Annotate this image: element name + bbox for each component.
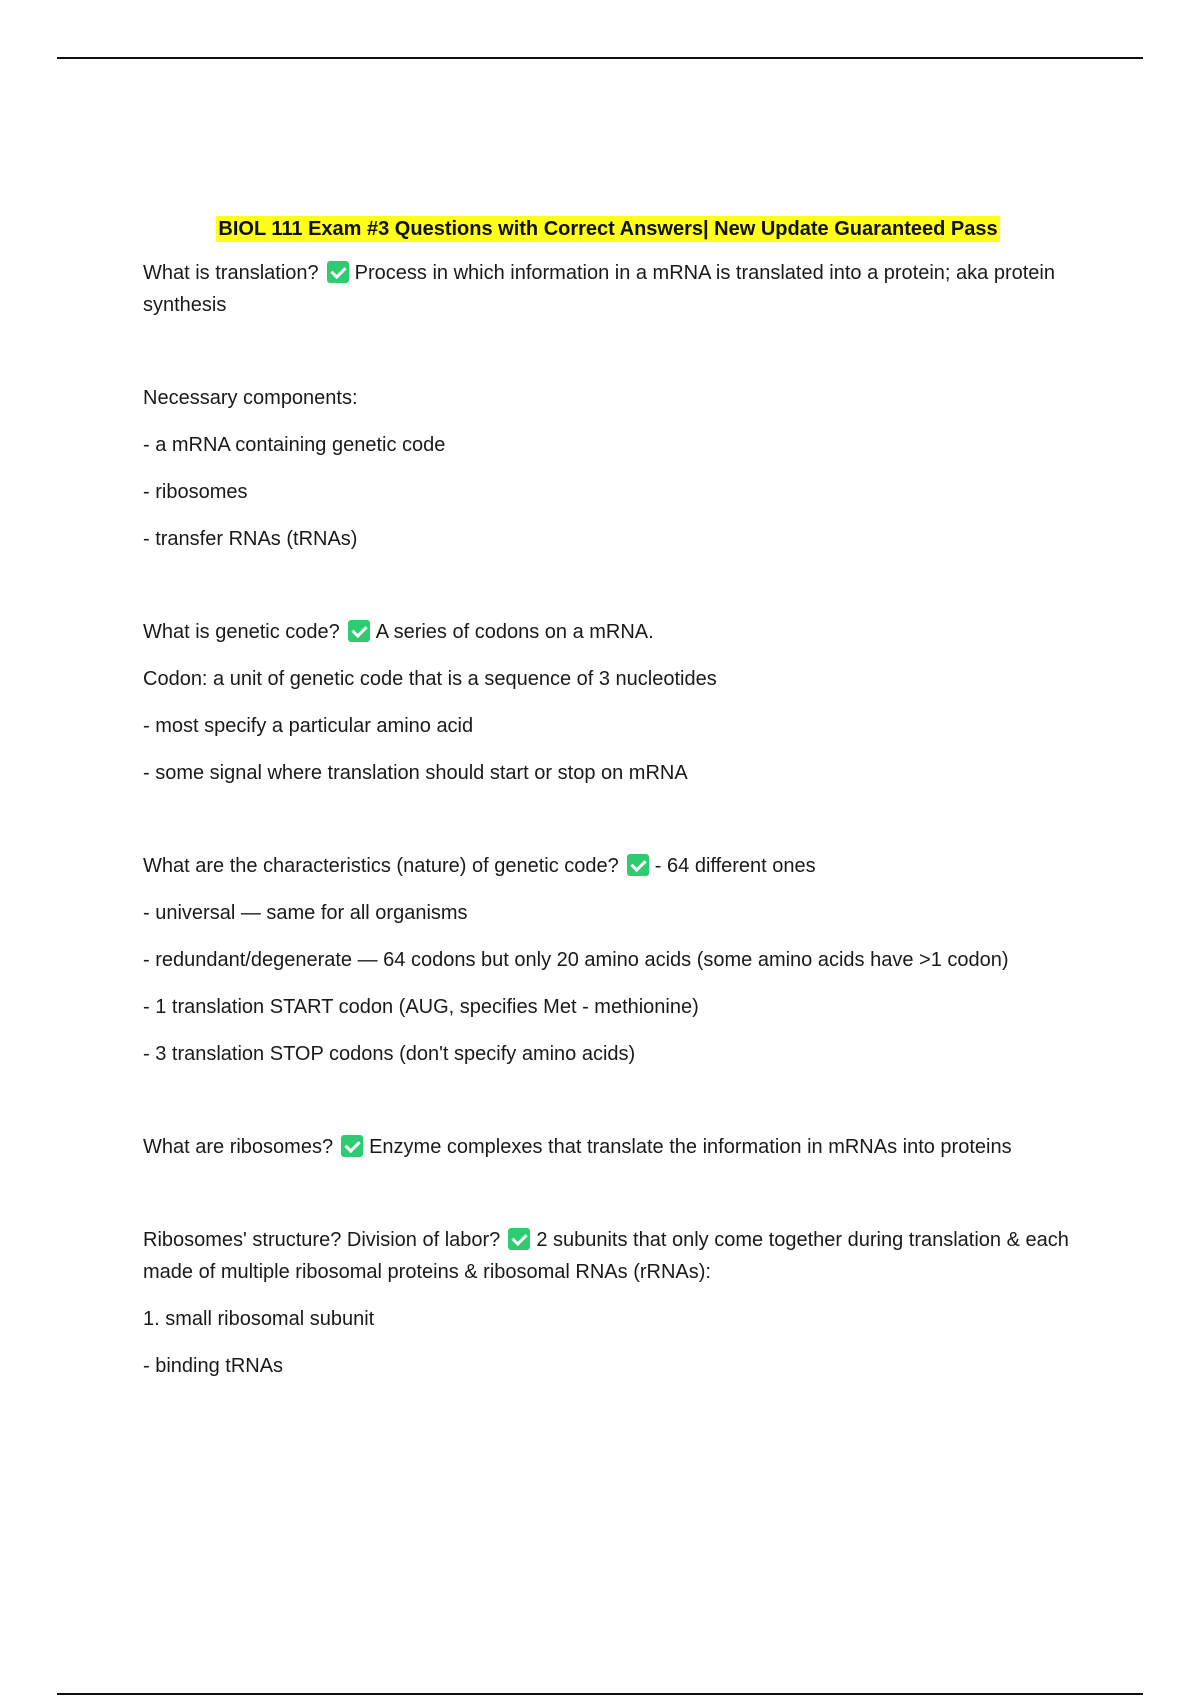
question-text: What is translation? bbox=[143, 262, 319, 284]
spacer bbox=[143, 570, 1073, 616]
detail-line: - redundant/degenerate — 64 codons but only 20 amino acids (some amino acids have >1 codon) bbox=[143, 949, 1009, 971]
question-text: Ribosomes' structure? Division of labor? bbox=[143, 1229, 501, 1251]
answer-text: Process in which information in a mRNA is translated into a protein; aka protein synthesis bbox=[143, 262, 1055, 316]
detail-line: - binding tRNAs bbox=[143, 1355, 284, 1377]
detail-line: - a mRNA containing genetic code bbox=[143, 434, 446, 456]
title-wrap bbox=[143, 213, 1073, 245]
bottom-rule bbox=[57, 1693, 1143, 1695]
document-body bbox=[143, 213, 1073, 1397]
detail-line: Necessary components: bbox=[143, 387, 358, 409]
document-title: BIOL 111 Exam #3 Questions with Correct Answers| New Update Guaranteed Pass bbox=[218, 218, 998, 240]
detail-line: - most specify a particular amino acid bbox=[143, 715, 474, 737]
qa-item bbox=[143, 1224, 1073, 1288]
qa-item bbox=[143, 850, 1073, 882]
spacer bbox=[143, 804, 1073, 850]
spacer bbox=[143, 1085, 1073, 1131]
detail-line: - 1 translation START codon (AUG, specifies Met - methionine) bbox=[143, 996, 699, 1018]
spacer bbox=[143, 1178, 1073, 1224]
answer-text: Enzyme complexes that translate the information in mRNAs into proteins bbox=[369, 1136, 1012, 1158]
qa-item bbox=[143, 1131, 1073, 1163]
answer-text: A series of codons on a mRNA. bbox=[375, 621, 654, 643]
detail-line: - 3 translation STOP codons (don't specify amino acids) bbox=[143, 1043, 636, 1065]
detail-line: Codon: a unit of genetic code that is a sequence of 3 nucleotides bbox=[143, 668, 717, 690]
answer-text: 2 subunits that only come together during translation & each made of multiple ribosomal proteins & ribosomal RNAs (rRNAs): bbox=[143, 1229, 1069, 1283]
qa-item bbox=[143, 257, 1073, 321]
detail-line: - universal — same for all organisms bbox=[143, 902, 468, 924]
detail-line: 1. small ribosomal subunit bbox=[143, 1308, 375, 1330]
detail-line: - some signal where translation should start or stop on mRNA bbox=[143, 762, 688, 784]
qa-item bbox=[143, 616, 1073, 648]
question-text: What is genetic code? bbox=[143, 621, 340, 643]
check-mark-icon bbox=[627, 854, 649, 876]
detail-line: - transfer RNAs (tRNAs) bbox=[143, 528, 358, 550]
check-mark-icon bbox=[327, 261, 349, 283]
check-mark-icon bbox=[348, 620, 370, 642]
question-text: What are the characteristics (nature) of genetic code? bbox=[143, 855, 619, 877]
detail-line: - ribosomes bbox=[143, 481, 248, 503]
spacer bbox=[143, 336, 1073, 382]
question-text: What are ribosomes? bbox=[143, 1136, 334, 1158]
check-mark-icon bbox=[508, 1228, 530, 1250]
check-mark-icon bbox=[341, 1135, 363, 1157]
top-rule bbox=[57, 57, 1143, 59]
answer-text: - 64 different ones bbox=[654, 855, 816, 877]
